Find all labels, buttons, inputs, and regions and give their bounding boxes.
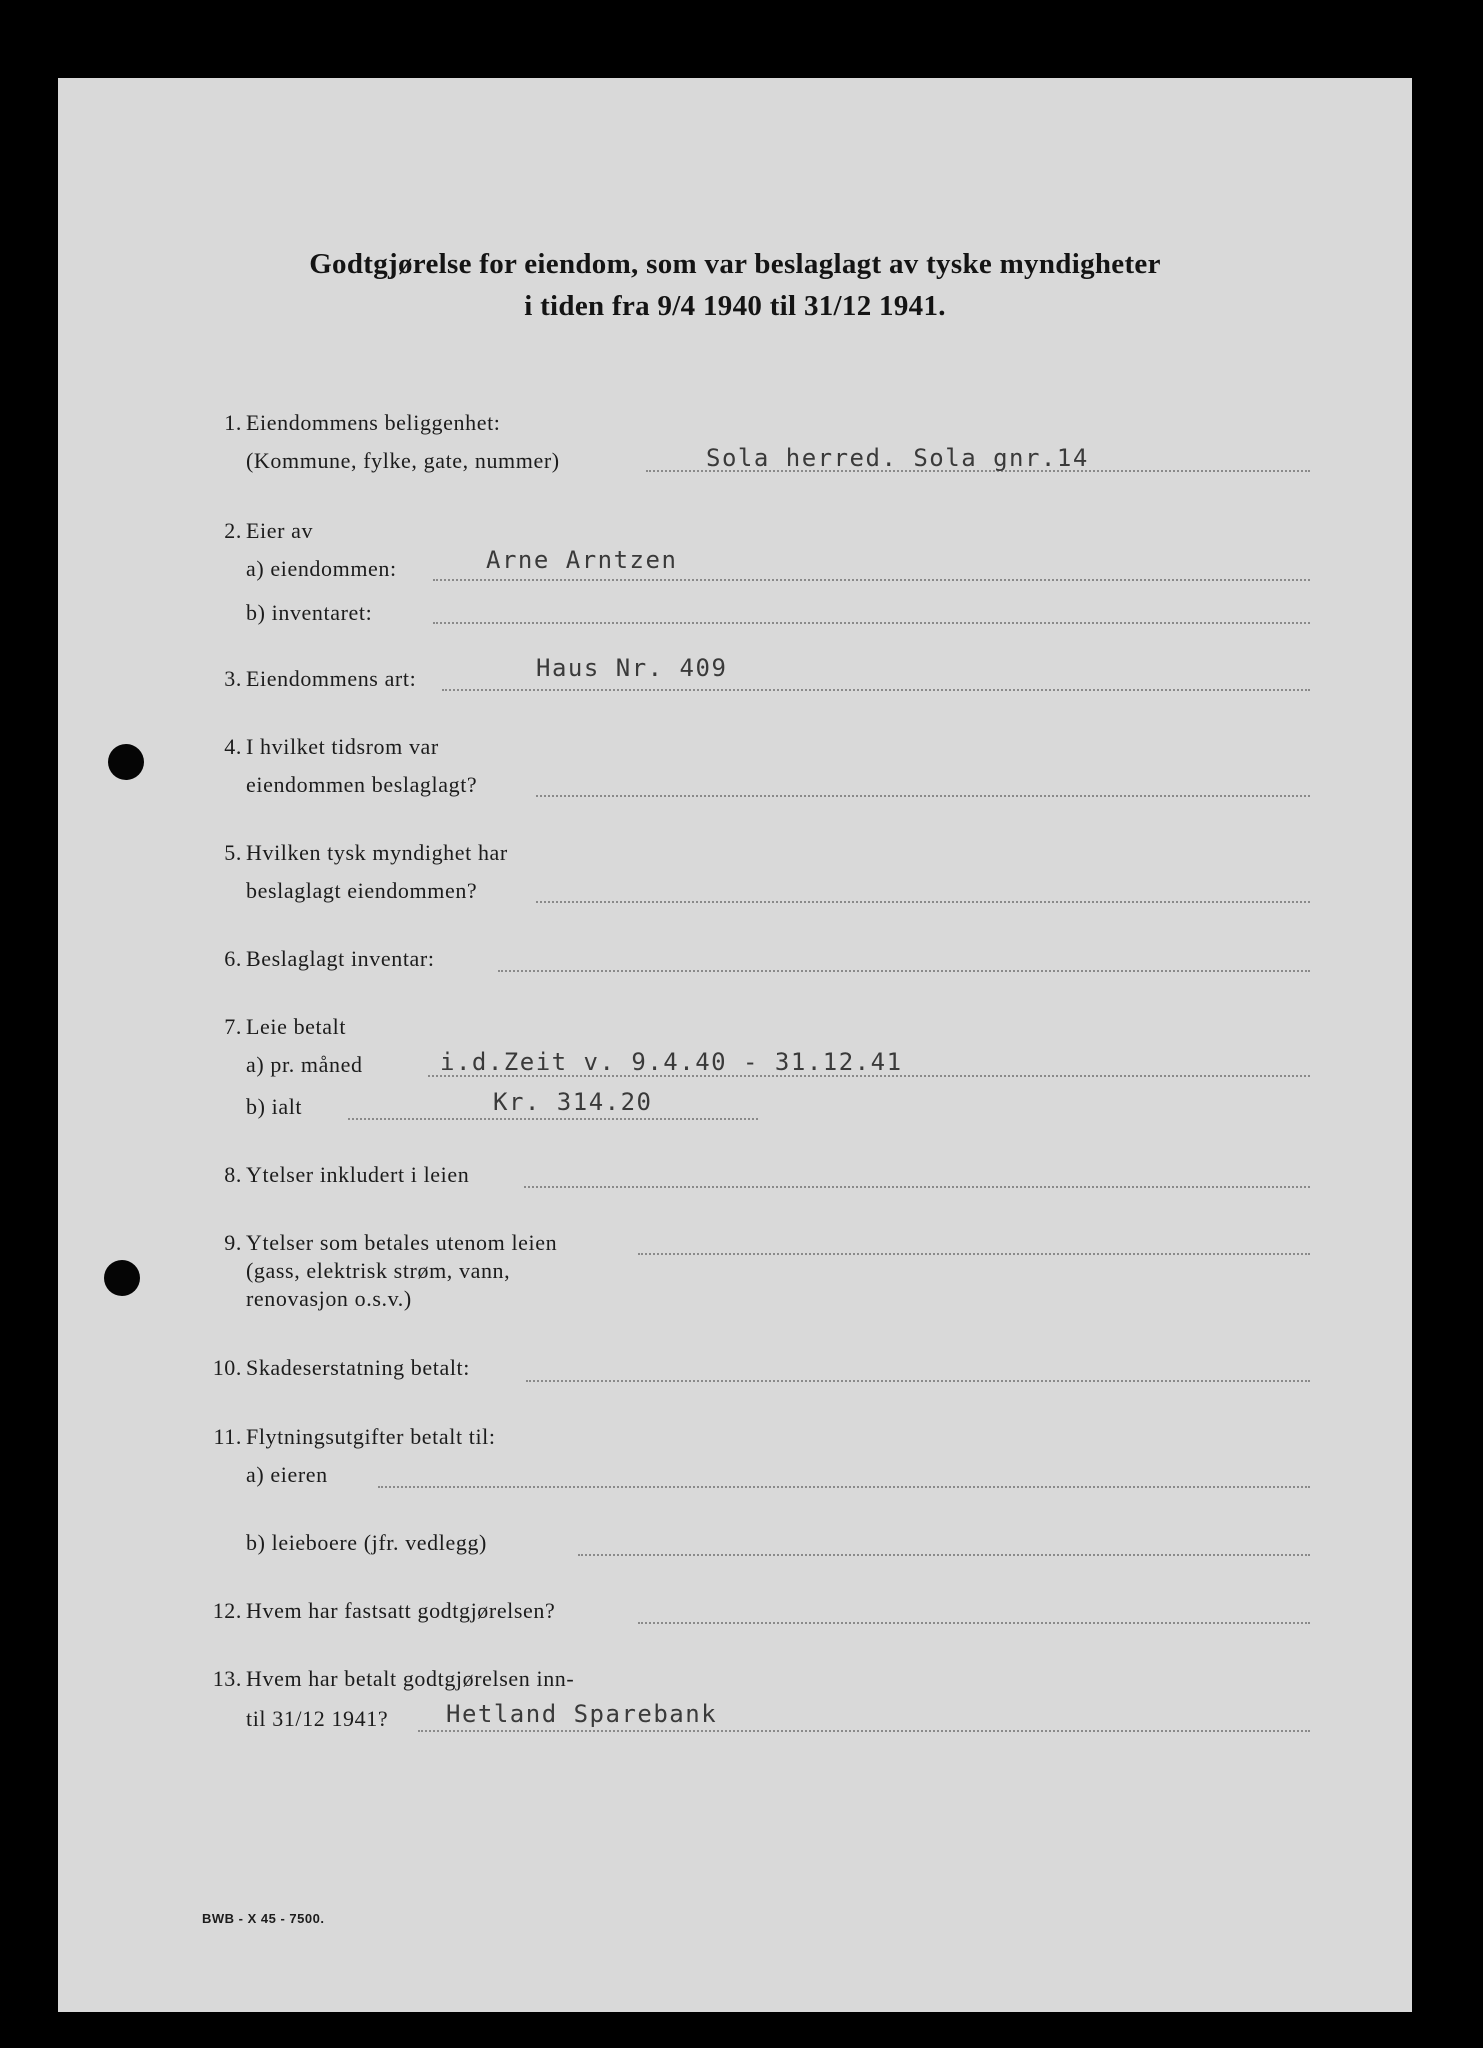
form-code: BWB - X 45 - 7500.	[202, 1911, 325, 1926]
q7a-label: a) pr. måned	[246, 1052, 363, 1077]
q5-answer-line	[536, 901, 1310, 903]
q7b-answer-line	[348, 1118, 758, 1120]
item-number: 11.	[213, 1424, 242, 1449]
q7b-answer: Kr. 314.20	[493, 1088, 653, 1116]
q7a-answer: i.d.Zeit v. 9.4.40 - 31.12.41	[440, 1048, 903, 1076]
q2b-answer-line	[433, 622, 1310, 624]
q12-label: Hvem har fastsatt godtgjørelsen?	[246, 1598, 556, 1623]
punch-hole	[108, 744, 144, 780]
q12-answer-line	[638, 1622, 1310, 1624]
q6-answer-line	[498, 970, 1310, 972]
item-number: 12.	[212, 1598, 242, 1623]
form-title-line1: Godtgjørelse for eiendom, som var beslaglagt av tyske myndigheter	[309, 248, 1161, 280]
item-number: 7.	[224, 1014, 242, 1039]
form-page	[58, 78, 1412, 2012]
item-number: 10.	[212, 1355, 242, 1380]
q6-label: Beslaglagt inventar:	[246, 946, 435, 971]
item-number: 5.	[224, 840, 242, 865]
q2-label: Eier av	[246, 518, 314, 543]
q4-sub: eiendommen beslaglagt?	[246, 772, 478, 797]
q2b-label: b) inventaret:	[246, 600, 373, 625]
item-number: 13.	[212, 1666, 242, 1691]
q10-answer-line	[526, 1380, 1310, 1382]
item-number: 4.	[224, 734, 242, 759]
q9-sub1: (gass, elektrisk strøm, vann,	[246, 1258, 511, 1283]
q11b-label: b) leieboere (jfr. vedlegg)	[246, 1530, 487, 1555]
q4-answer-line	[536, 795, 1310, 797]
q11-label: Flytningsutgifter betalt til:	[246, 1424, 496, 1449]
q9-answer-line	[638, 1253, 1310, 1255]
q9-sub2: renovasjon o.s.v.)	[246, 1286, 412, 1311]
punch-hole	[104, 1260, 140, 1296]
item-number: 1.	[224, 410, 242, 435]
q9-label: Ytelser som betales utenom leien	[246, 1230, 558, 1255]
item-number: 9.	[224, 1230, 242, 1255]
item-number: 6.	[224, 946, 242, 971]
q3-label: Eiendommens art:	[246, 666, 417, 691]
q1-label: Eiendommens beliggenhet:	[246, 410, 501, 435]
q5-sub: beslaglagt eiendommen?	[246, 878, 478, 903]
q1-answer: Sola herred. Sola gnr.14	[706, 444, 1089, 472]
q3-answer-line	[442, 689, 1310, 691]
q11b-answer-line	[578, 1554, 1310, 1556]
form-title-line2: i tiden fra 9/4 1940 til 31/12 1941.	[524, 290, 946, 322]
q5-label: Hvilken tysk myndighet har	[246, 840, 508, 865]
q13-answer-line	[418, 1730, 1310, 1732]
item-number: 2.	[224, 518, 242, 543]
q2a-answer: Arne Arntzen	[486, 546, 678, 574]
q3-answer: Haus Nr. 409	[536, 654, 728, 682]
q2a-answer-line	[433, 579, 1310, 581]
q11a-answer-line	[378, 1486, 1310, 1488]
q10-label: Skadeserstatning betalt:	[246, 1355, 470, 1380]
q7b-label: b) ialt	[246, 1094, 303, 1119]
q13-label: Hvem har betalt godtgjørelsen inn-	[246, 1666, 575, 1691]
item-number: 8.	[224, 1162, 242, 1187]
q2a-label: a) eiendommen:	[246, 556, 397, 581]
q11a-label: a) eieren	[246, 1462, 328, 1487]
q1-sub: (Kommune, fylke, gate, nummer)	[246, 448, 560, 473]
q8-label: Ytelser inkludert i leien	[246, 1162, 470, 1187]
q8-answer-line	[524, 1186, 1310, 1188]
q4-label: I hvilket tidsrom var	[246, 734, 439, 759]
q7-label: Leie betalt	[246, 1014, 347, 1039]
item-number: 3.	[224, 666, 242, 691]
q13-answer: Hetland Sparebank	[446, 1700, 718, 1728]
q13-sub: til 31/12 1941?	[246, 1706, 389, 1731]
